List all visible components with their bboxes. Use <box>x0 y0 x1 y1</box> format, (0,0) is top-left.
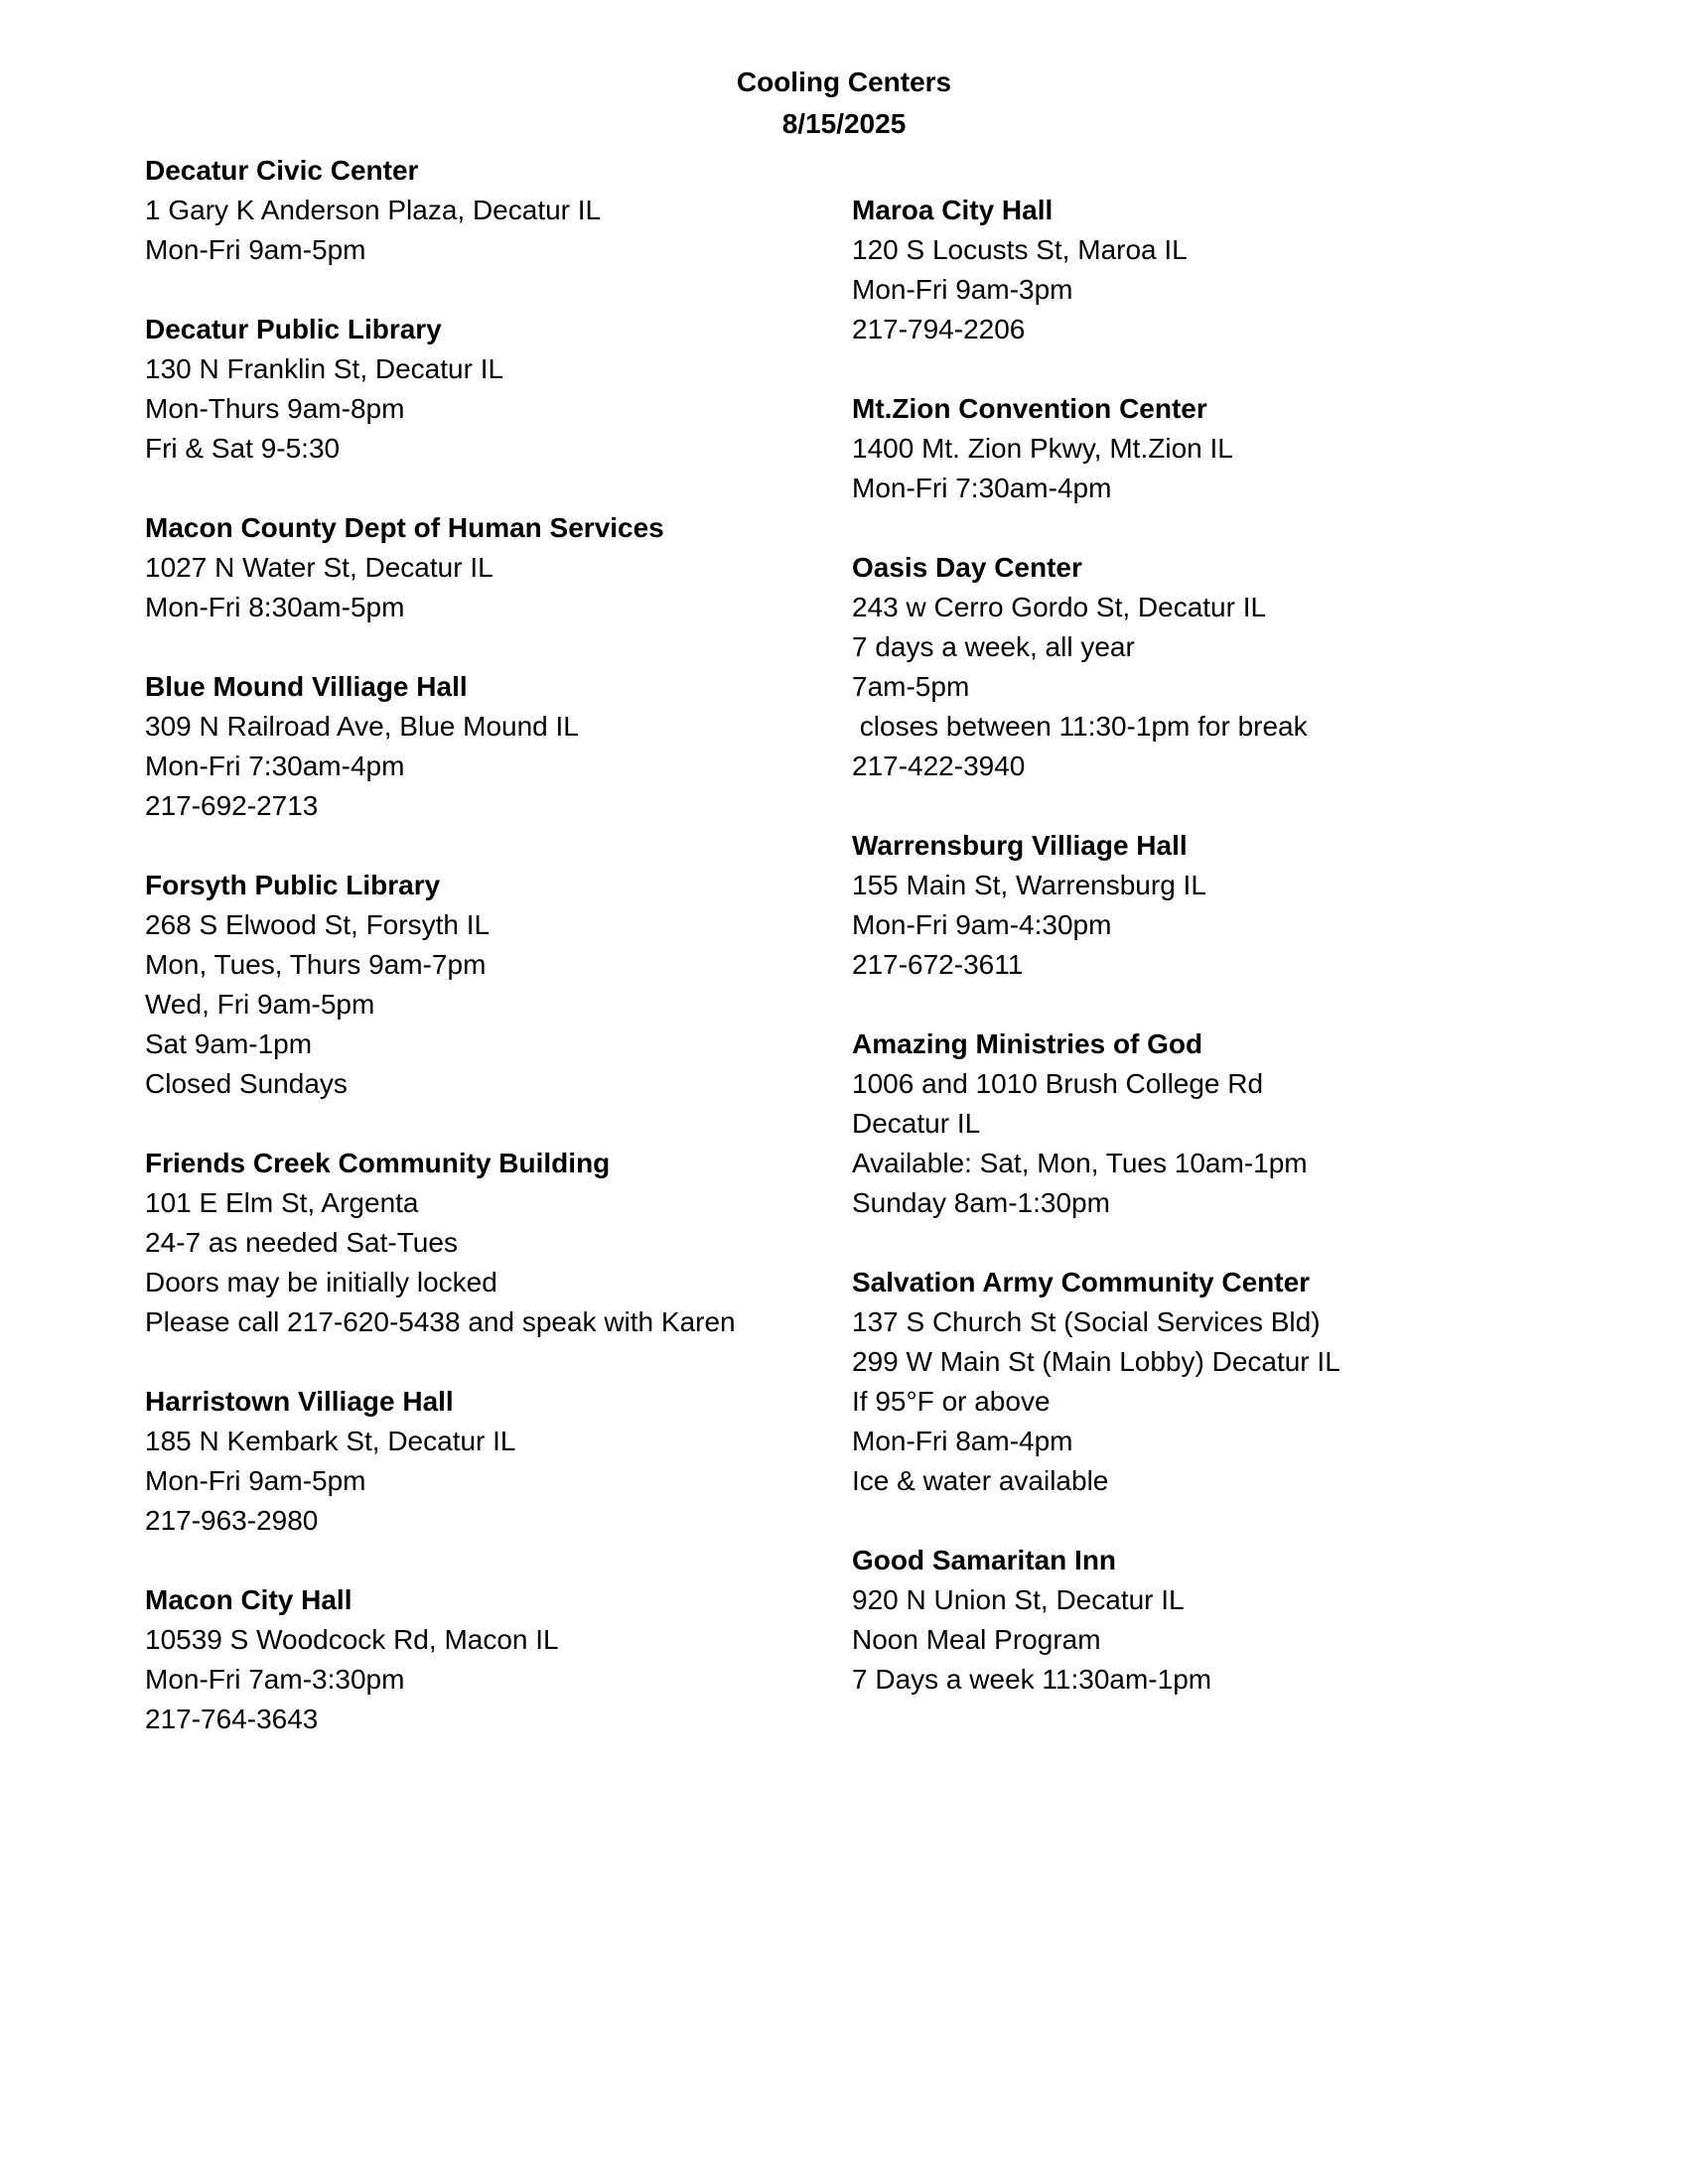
cooling-center-entry <box>852 1024 1308 1223</box>
center-detail-line: Please call 217-620-5438 and speak with Karen <box>145 1306 736 1337</box>
center-detail-line: 217-422-3940 <box>852 751 1026 781</box>
center-detail-line: 1027 N Water St, Decatur IL <box>145 552 493 583</box>
center-detail-line: 137 S Church St (Social Services Bld) <box>852 1306 1321 1337</box>
center-name: Friends Creek Community Building <box>145 1148 611 1178</box>
center-detail-line: 7am-5pm <box>852 671 970 702</box>
center-detail-line: 309 N Railroad Ave, Blue Mound IL <box>145 711 579 742</box>
center-detail-line: If 95°F or above <box>852 1386 1051 1417</box>
cooling-center-entry <box>852 191 1188 349</box>
center-name: Amazing Ministries of God <box>852 1028 1203 1059</box>
center-detail-line: 217-963-2980 <box>145 1505 319 1536</box>
center-detail-line: 299 W Main St (Main Lobby) Decatur IL <box>852 1346 1340 1377</box>
center-name: Blue Mound Villiage Hall <box>145 671 468 702</box>
center-name: Macon City Hall <box>145 1584 352 1615</box>
center-detail-line: 217-764-3643 <box>145 1704 319 1734</box>
center-detail-line: 217-692-2713 <box>145 790 319 821</box>
center-name: Macon County Dept of Human Services <box>145 512 664 543</box>
center-detail-line: Sunday 8am-1:30pm <box>852 1187 1110 1218</box>
center-detail-line: Available: Sat, Mon, Tues 10am-1pm <box>852 1148 1308 1178</box>
center-name: Mt.Zion Convention Center <box>852 393 1207 424</box>
center-name: Maroa City Hall <box>852 195 1054 225</box>
center-detail-line: Fri & Sat 9-5:30 <box>145 433 341 464</box>
document-header <box>0 62 1688 145</box>
center-detail-line: 185 N Kembark St, Decatur IL <box>145 1426 516 1456</box>
page-title: Cooling Centers <box>736 67 952 97</box>
center-detail-line: 101 E Elm St, Argenta <box>145 1187 419 1218</box>
center-detail-line: Mon-Fri 9am-5pm <box>145 1465 366 1496</box>
center-detail-line: Mon, Tues, Thurs 9am-7pm <box>145 949 487 980</box>
cooling-center-entry <box>852 1541 1211 1700</box>
center-detail-line: Mon-Fri 9am-4:30pm <box>852 909 1112 940</box>
center-name: Harristown Villiage Hall <box>145 1386 454 1417</box>
center-detail-line: Mon-Fri 9am-5pm <box>145 234 366 265</box>
center-detail-line: Decatur IL <box>852 1108 981 1139</box>
cooling-center-entry <box>145 1382 516 1541</box>
center-name: Warrensburg Villiage Hall <box>852 830 1188 861</box>
center-detail-line: Wed, Fri 9am-5pm <box>145 989 375 1020</box>
center-detail-line: Mon-Fri 7:30am-4pm <box>852 473 1112 503</box>
cooling-center-entry <box>145 1580 559 1739</box>
page-date: 8/15/2025 <box>781 108 907 139</box>
cooling-center-entry <box>852 389 1233 508</box>
center-name: Forsyth Public Library <box>145 870 441 900</box>
center-detail-line: 1006 and 1010 Brush College Rd <box>852 1068 1264 1099</box>
cooling-center-entry <box>145 1144 736 1342</box>
cooling-center-entry <box>145 667 579 826</box>
cooling-center-entry <box>145 151 601 270</box>
cooling-center-entry <box>145 508 664 627</box>
center-detail-line: 120 S Locusts St, Maroa IL <box>852 234 1188 265</box>
center-detail-line: 155 Main St, Warrensburg IL <box>852 870 1206 900</box>
center-detail-line: Mon-Thurs 9am-8pm <box>145 393 405 424</box>
center-name: Decatur Civic Center <box>145 155 419 186</box>
center-detail-line: Sat 9am-1pm <box>145 1028 313 1059</box>
center-detail-line: 7 days a week, all year <box>852 631 1135 662</box>
center-detail-line: 217-794-2206 <box>852 314 1026 344</box>
center-detail-line: Mon-Fri 9am-3pm <box>852 274 1073 305</box>
center-name: Good Samaritan Inn <box>852 1545 1117 1575</box>
center-detail-line: Ice & water available <box>852 1465 1109 1496</box>
center-detail-line: Mon-Fri 7am-3:30pm <box>145 1664 405 1695</box>
center-name: Oasis Day Center <box>852 552 1082 583</box>
center-name: Decatur Public Library <box>145 314 442 344</box>
center-detail-line: 243 w Cerro Gordo St, Decatur IL <box>852 592 1267 622</box>
center-detail-line: closes between 11:30-1pm for break <box>852 711 1308 742</box>
center-detail-line: 920 N Union St, Decatur IL <box>852 1584 1185 1615</box>
center-detail-line: Mon-Fri 8am-4pm <box>852 1426 1073 1456</box>
center-detail-line: 24-7 as needed Sat-Tues <box>145 1227 458 1258</box>
center-detail-line: Noon Meal Program <box>852 1624 1101 1655</box>
center-detail-line: 268 S Elwood St, Forsyth IL <box>145 909 491 940</box>
center-detail-line: 130 N Franklin St, Decatur IL <box>145 353 504 384</box>
cooling-center-entry <box>852 548 1308 786</box>
cooling-center-entry <box>145 866 490 1104</box>
center-detail-line: Mon-Fri 7:30am-4pm <box>145 751 405 781</box>
center-name: Salvation Army Community Center <box>852 1267 1311 1297</box>
center-detail-line: Mon-Fri 8:30am-5pm <box>145 592 405 622</box>
center-detail-line: Closed Sundays <box>145 1068 348 1099</box>
center-detail-line: 217-672-3611 <box>852 949 1024 980</box>
cooling-center-entry <box>145 310 503 469</box>
center-detail-line: Doors may be initially locked <box>145 1267 497 1297</box>
center-detail-line: 10539 S Woodcock Rd, Macon IL <box>145 1624 559 1655</box>
cooling-center-entry <box>852 826 1206 985</box>
cooling-center-entry <box>852 1263 1340 1501</box>
center-detail-line: 7 Days a week 11:30am-1pm <box>852 1664 1212 1695</box>
center-detail-line: 1 Gary K Anderson Plaza, Decatur IL <box>145 195 602 225</box>
center-detail-line: 1400 Mt. Zion Pkwy, Mt.Zion IL <box>852 433 1233 464</box>
